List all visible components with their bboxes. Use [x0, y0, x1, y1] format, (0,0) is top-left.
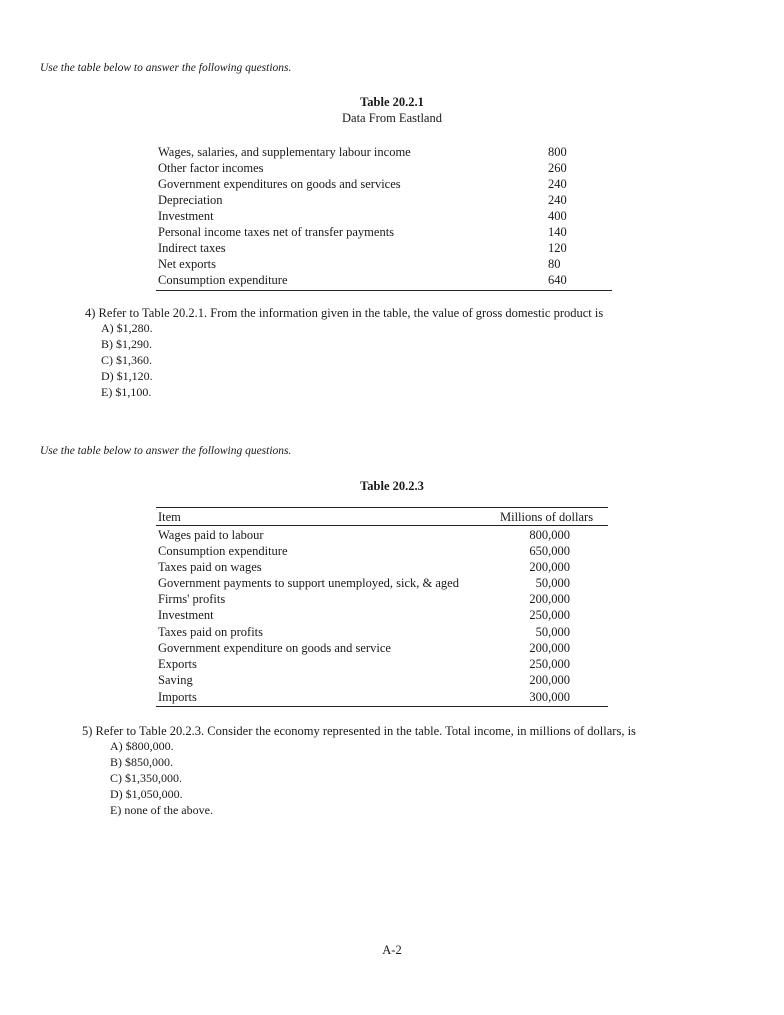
row-value: 200,000 [529, 560, 570, 574]
table-bottom-rule [156, 290, 612, 291]
row-value: 250,000 [529, 657, 570, 671]
row-label: Personal income taxes net of transfer payments [158, 225, 395, 239]
row-label: Depreciation [158, 193, 223, 207]
row-value: 800,000 [529, 528, 570, 542]
row-value: 80 [548, 257, 561, 271]
row-label: Other factor incomes [158, 161, 264, 175]
row-label: Taxes paid on profits [158, 625, 264, 639]
table-row [158, 640, 608, 656]
table-row [158, 575, 608, 591]
row-value: 240 [548, 193, 567, 207]
row-value: 50,000 [535, 576, 570, 590]
row-label: Consumption expenditure [158, 544, 288, 558]
row-value: 250,000 [529, 608, 570, 622]
option-a: A) $1,280. [101, 321, 153, 335]
row-label: Saving [158, 673, 193, 687]
row-value: 260 [548, 161, 567, 175]
table-row [158, 527, 608, 543]
table-row [158, 272, 588, 288]
table-row [158, 160, 588, 176]
row-label: Indirect taxes [158, 241, 226, 255]
table-row [158, 176, 588, 192]
row-label: Imports [158, 690, 197, 704]
row-label: Investment [158, 209, 214, 223]
table-20-2-1-subtitle: Data From Eastland [342, 111, 442, 125]
table-row [158, 192, 588, 208]
row-label: Consumption expenditure [158, 273, 288, 287]
table-row [158, 656, 608, 672]
row-value: 50,000 [535, 625, 570, 639]
option-e: E) none of the above. [110, 803, 213, 817]
row-label: Government expenditures on goods and services [158, 177, 401, 191]
option-a: A) $800,000. [110, 739, 174, 753]
row-label: Wages paid to labour [158, 528, 264, 542]
option-b: B) $1,290. [101, 337, 152, 351]
row-label: Wages, salaries, and supplementary labour income [158, 145, 411, 159]
table-row [158, 543, 608, 559]
row-label: Government expenditure on goods and service [158, 641, 391, 655]
option-d: D) $1,120. [101, 369, 153, 383]
row-label: Taxes paid on wages [158, 560, 262, 574]
option-b: B) $850,000. [110, 755, 173, 769]
row-label: Firms' profits [158, 592, 226, 606]
row-label: Investment [158, 608, 214, 622]
table-top-rule [156, 507, 608, 508]
header-value: Millions of dollars [500, 510, 594, 524]
row-value: 200,000 [529, 641, 570, 655]
row-value: 240 [548, 177, 567, 191]
page-number: A-2 [382, 943, 402, 957]
row-value: 800 [548, 145, 567, 159]
row-value: 400 [548, 209, 567, 223]
table-header-rule [156, 525, 608, 526]
table-row [158, 624, 608, 640]
section1-intro: Use the table below to answer the following questions. [40, 62, 292, 74]
question-5: 5) Refer to Table 20.2.3. Consider the economy represented in the table. Total income, in millions of dollars, is [82, 724, 636, 738]
table-row [158, 208, 588, 224]
table-row [158, 672, 608, 688]
row-value: 200,000 [529, 592, 570, 606]
table-bottom-rule [156, 706, 608, 707]
header-item: Item [158, 510, 181, 524]
question-4: 4) Refer to Table 20.2.1. From the information given in the table, the value of gross domestic product is [85, 306, 604, 320]
table-row [158, 607, 608, 623]
section2-intro: Use the table below to answer the following questions. [40, 445, 292, 457]
table-row [158, 591, 608, 607]
row-value: 640 [548, 273, 567, 287]
table-row [158, 224, 588, 240]
table-row [158, 240, 588, 256]
table-20-2-3-title: Table 20.2.3 [360, 479, 424, 493]
table-20-2-1-title: Table 20.2.1 [360, 95, 424, 109]
option-e: E) $1,100. [101, 385, 152, 399]
table-row [158, 256, 588, 272]
row-label: Net exports [158, 257, 216, 271]
option-c: C) $1,350,000. [110, 771, 182, 785]
row-value: 200,000 [529, 673, 570, 687]
row-value: 300,000 [529, 690, 570, 704]
row-value: 140 [548, 225, 567, 239]
table-row [158, 144, 588, 160]
option-d: D) $1,050,000. [110, 787, 183, 801]
table-header-row [158, 509, 608, 525]
row-label: Government payments to support unemployed, sick, & aged [158, 576, 459, 590]
row-value: 650,000 [529, 544, 570, 558]
table-row [158, 559, 608, 575]
option-c: C) $1,360. [101, 353, 152, 367]
row-label: Exports [158, 657, 197, 671]
table-row [158, 689, 608, 705]
row-value: 120 [548, 241, 567, 255]
